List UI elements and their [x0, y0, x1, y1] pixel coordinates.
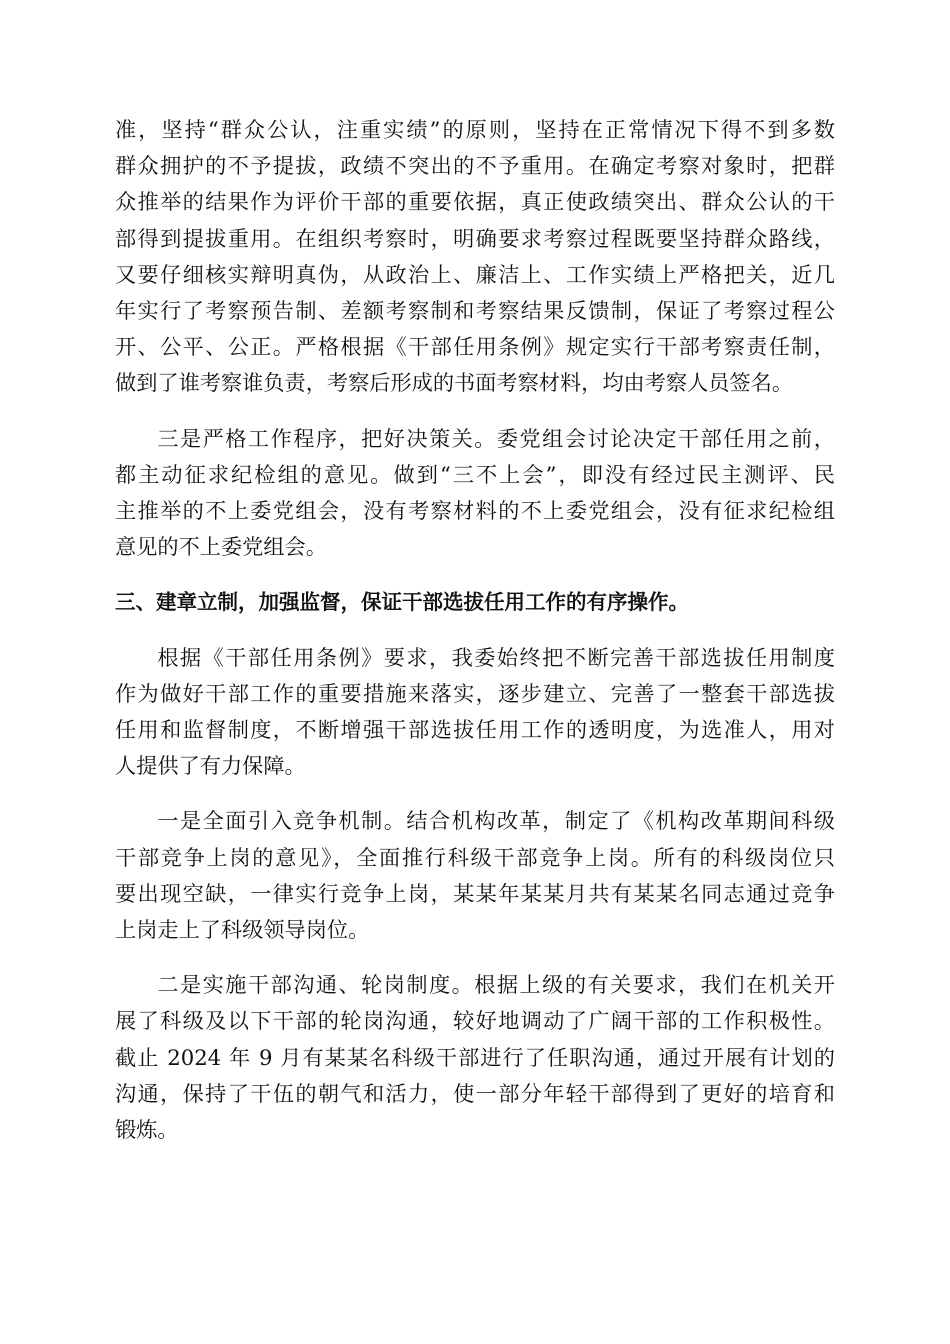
text-line: 部得到提拔重用。在组织考察时，明确要求考察过程既要坚持群众路线， — [115, 225, 835, 251]
text-line: 干部竞争上岗的意见》，全面推行科级干部竞争上岗。所有的科级岗位只 — [115, 844, 835, 870]
text-line: 作为做好干部工作的重要措施来落实，逐步建立、完善了一整套干部选拔 — [115, 680, 835, 706]
text-line: 年实行了考察预告制、差额考察制和考察结果反馈制，保证了考察过程公 — [115, 298, 835, 324]
text-line: 截止 2024 年 9 月有某某名科级干部进行了任职沟通，通过开展有计划的 — [115, 1044, 835, 1070]
paragraph-decision-procedure — [115, 421, 835, 566]
text-line: 上岗走上了科级领导岗位。 — [115, 917, 370, 943]
text-line: 开、公平、公正。严格根据《干部任用条例》规定实行干部考察责任制， — [115, 334, 835, 360]
text-line: 一是全面引入竞争机制。结合机构改革，制定了《机构改革期间科级 — [157, 808, 835, 834]
text-line: 要出现空缺，一律实行竞争上岗，某某年某某月共有某某名同志通过竞争 — [115, 880, 835, 906]
text-line: 任用和监督制度，不断增强干部选拔任用工作的透明度，为选准人，用对 — [115, 717, 835, 743]
text-line: 锻炼。 — [115, 1117, 179, 1143]
text-line: 众推举的结果作为评价干部的重要依据，真正使政绩突出、群众公认的干 — [115, 189, 835, 215]
text-line: 人提供了有力保障。 — [115, 753, 306, 779]
text-line: 群众拥护的不予提拔，政绩不突出的不予重用。在确定考察对象时，把群 — [115, 153, 835, 179]
text-line: 都主动征求纪检组的意见。做到“三不上会”，即没有经过民主测评、民 — [115, 461, 835, 487]
section-heading: 三、建章立制，加强监督，保证干部选拔任用工作的有序操作。 — [115, 590, 689, 615]
text-line: 沟通，保持了干伍的朝气和活力，使一部分年轻干部得到了更好的培育和 — [115, 1080, 835, 1106]
text-line: 根据《干部任用条例》要求，我委始终把不断完善干部选拔任用制度 — [157, 644, 835, 670]
text-line: 三是严格工作程序，把好决策关。委党组会讨论决定干部任用之前， — [157, 425, 835, 451]
paragraph-assessment-principles — [115, 112, 835, 402]
text-line: 主推举的不上委党组会，没有考察材料的不上委党组会，没有征求纪检组 — [115, 498, 835, 524]
text-line: 又要仔细核实辩明真伪，从政治上、廉洁上、工作实绩上严格把关，近几 — [115, 261, 835, 287]
paragraph-system-building — [115, 640, 835, 785]
text-line: 准，坚持“群众公认，注重实绩”的原则，坚持在正常情况下得不到多数 — [115, 117, 835, 142]
paragraph-rotation-system — [115, 967, 835, 1148]
document-page — [115, 112, 835, 1148]
text-line: 意见的不上委党组会。 — [115, 534, 327, 560]
text-line: 展了科级及以下干部的轮岗沟通，较好地调动了广阔干部的工作积极性。 — [115, 1008, 835, 1034]
paragraph-competition-mechanism — [115, 803, 835, 948]
text-line: 做到了谁考察谁负责，考察后形成的书面考察材料，均由考察人员签名。 — [115, 370, 794, 396]
text-line: 二是实施干部沟通、轮岗制度。根据上级的有关要求，我们在机关开 — [157, 972, 835, 998]
